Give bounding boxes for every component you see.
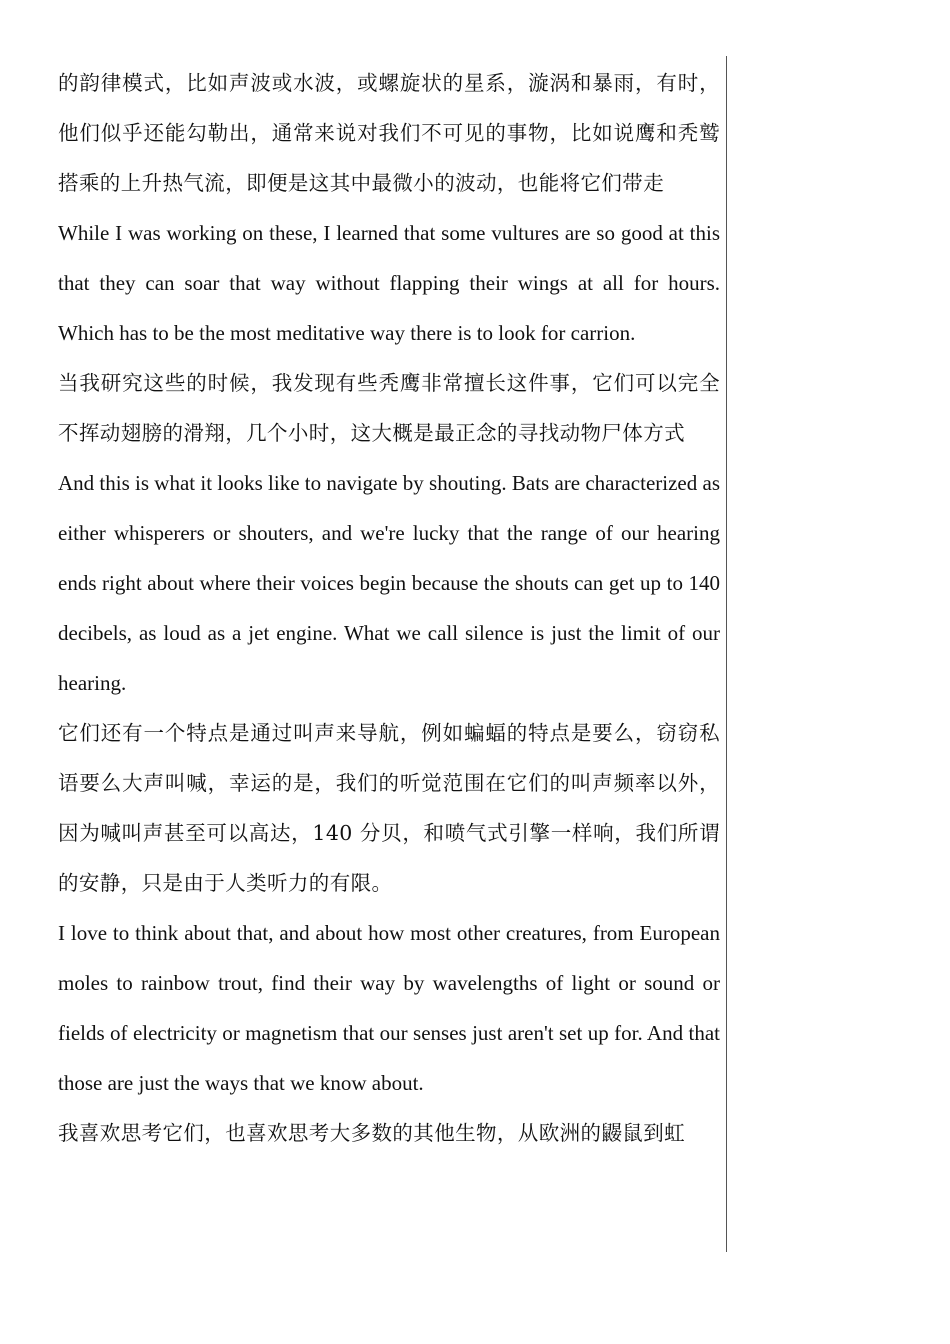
- paragraph-en-1: While I was working on these, I learned that some vultures are so good at this that they can soar that way without flapping their wings at all for hours. Which has to be the most meditative way there is to look for carrion.: [58, 221, 720, 345]
- paragraph-zh-3: 它们还有一个特点是通过叫声来导航，例如蝙蝠的特点是要么，窃窃私语要么大声叫喊，幸运的是，我们的听觉范围在它们的叫声频率以外，因为喊叫声甚至可以高达，140 分贝，和喷气式引擎一样响，我们所谓的安静，只是由于人类听力的有限。: [58, 721, 720, 895]
- paragraph-en-2: And this is what it looks like to navigate by shouting. Bats are characterized as either whisperers or shouters, and we're lucky that the range of our hearing ends right about where their voices begin because the shouts can get up to 140 decibels, as loud as a jet engine. What we call silence is just the limit of our hearing.: [58, 471, 720, 695]
- paragraph-zh-4: 我喜欢思考它们，也喜欢思考大多数的其他生物，从欧洲的鼹鼠到虹: [58, 1121, 685, 1145]
- margin-rule: [726, 56, 727, 1252]
- text-column: [58, 58, 720, 1158]
- paragraph-zh-1: 的韵律模式，比如声波或水波，或螺旋状的星系，漩涡和暴雨，有时，他们似乎还能勾勒出，通常来说对我们不可见的事物，比如说鹰和秃鹫搭乘的上升热气流，即便是这其中最微小的波动，也能将它们带走: [58, 71, 720, 195]
- paragraph-zh-2: 当我研究这些的时候，我发现有些秃鹰非常擅长这件事，它们可以完全不挥动翅膀的滑翔，几个小时，这大概是最正念的寻找动物尸体方式: [58, 371, 720, 445]
- paragraph-en-3: I love to think about that, and about how most other creatures, from European moles to rainbow trout, find their way by wavelengths of light or sound or fields of electricity or magnetism that our senses just aren't set up for. And that those are just the ways that we know about.: [58, 921, 720, 1095]
